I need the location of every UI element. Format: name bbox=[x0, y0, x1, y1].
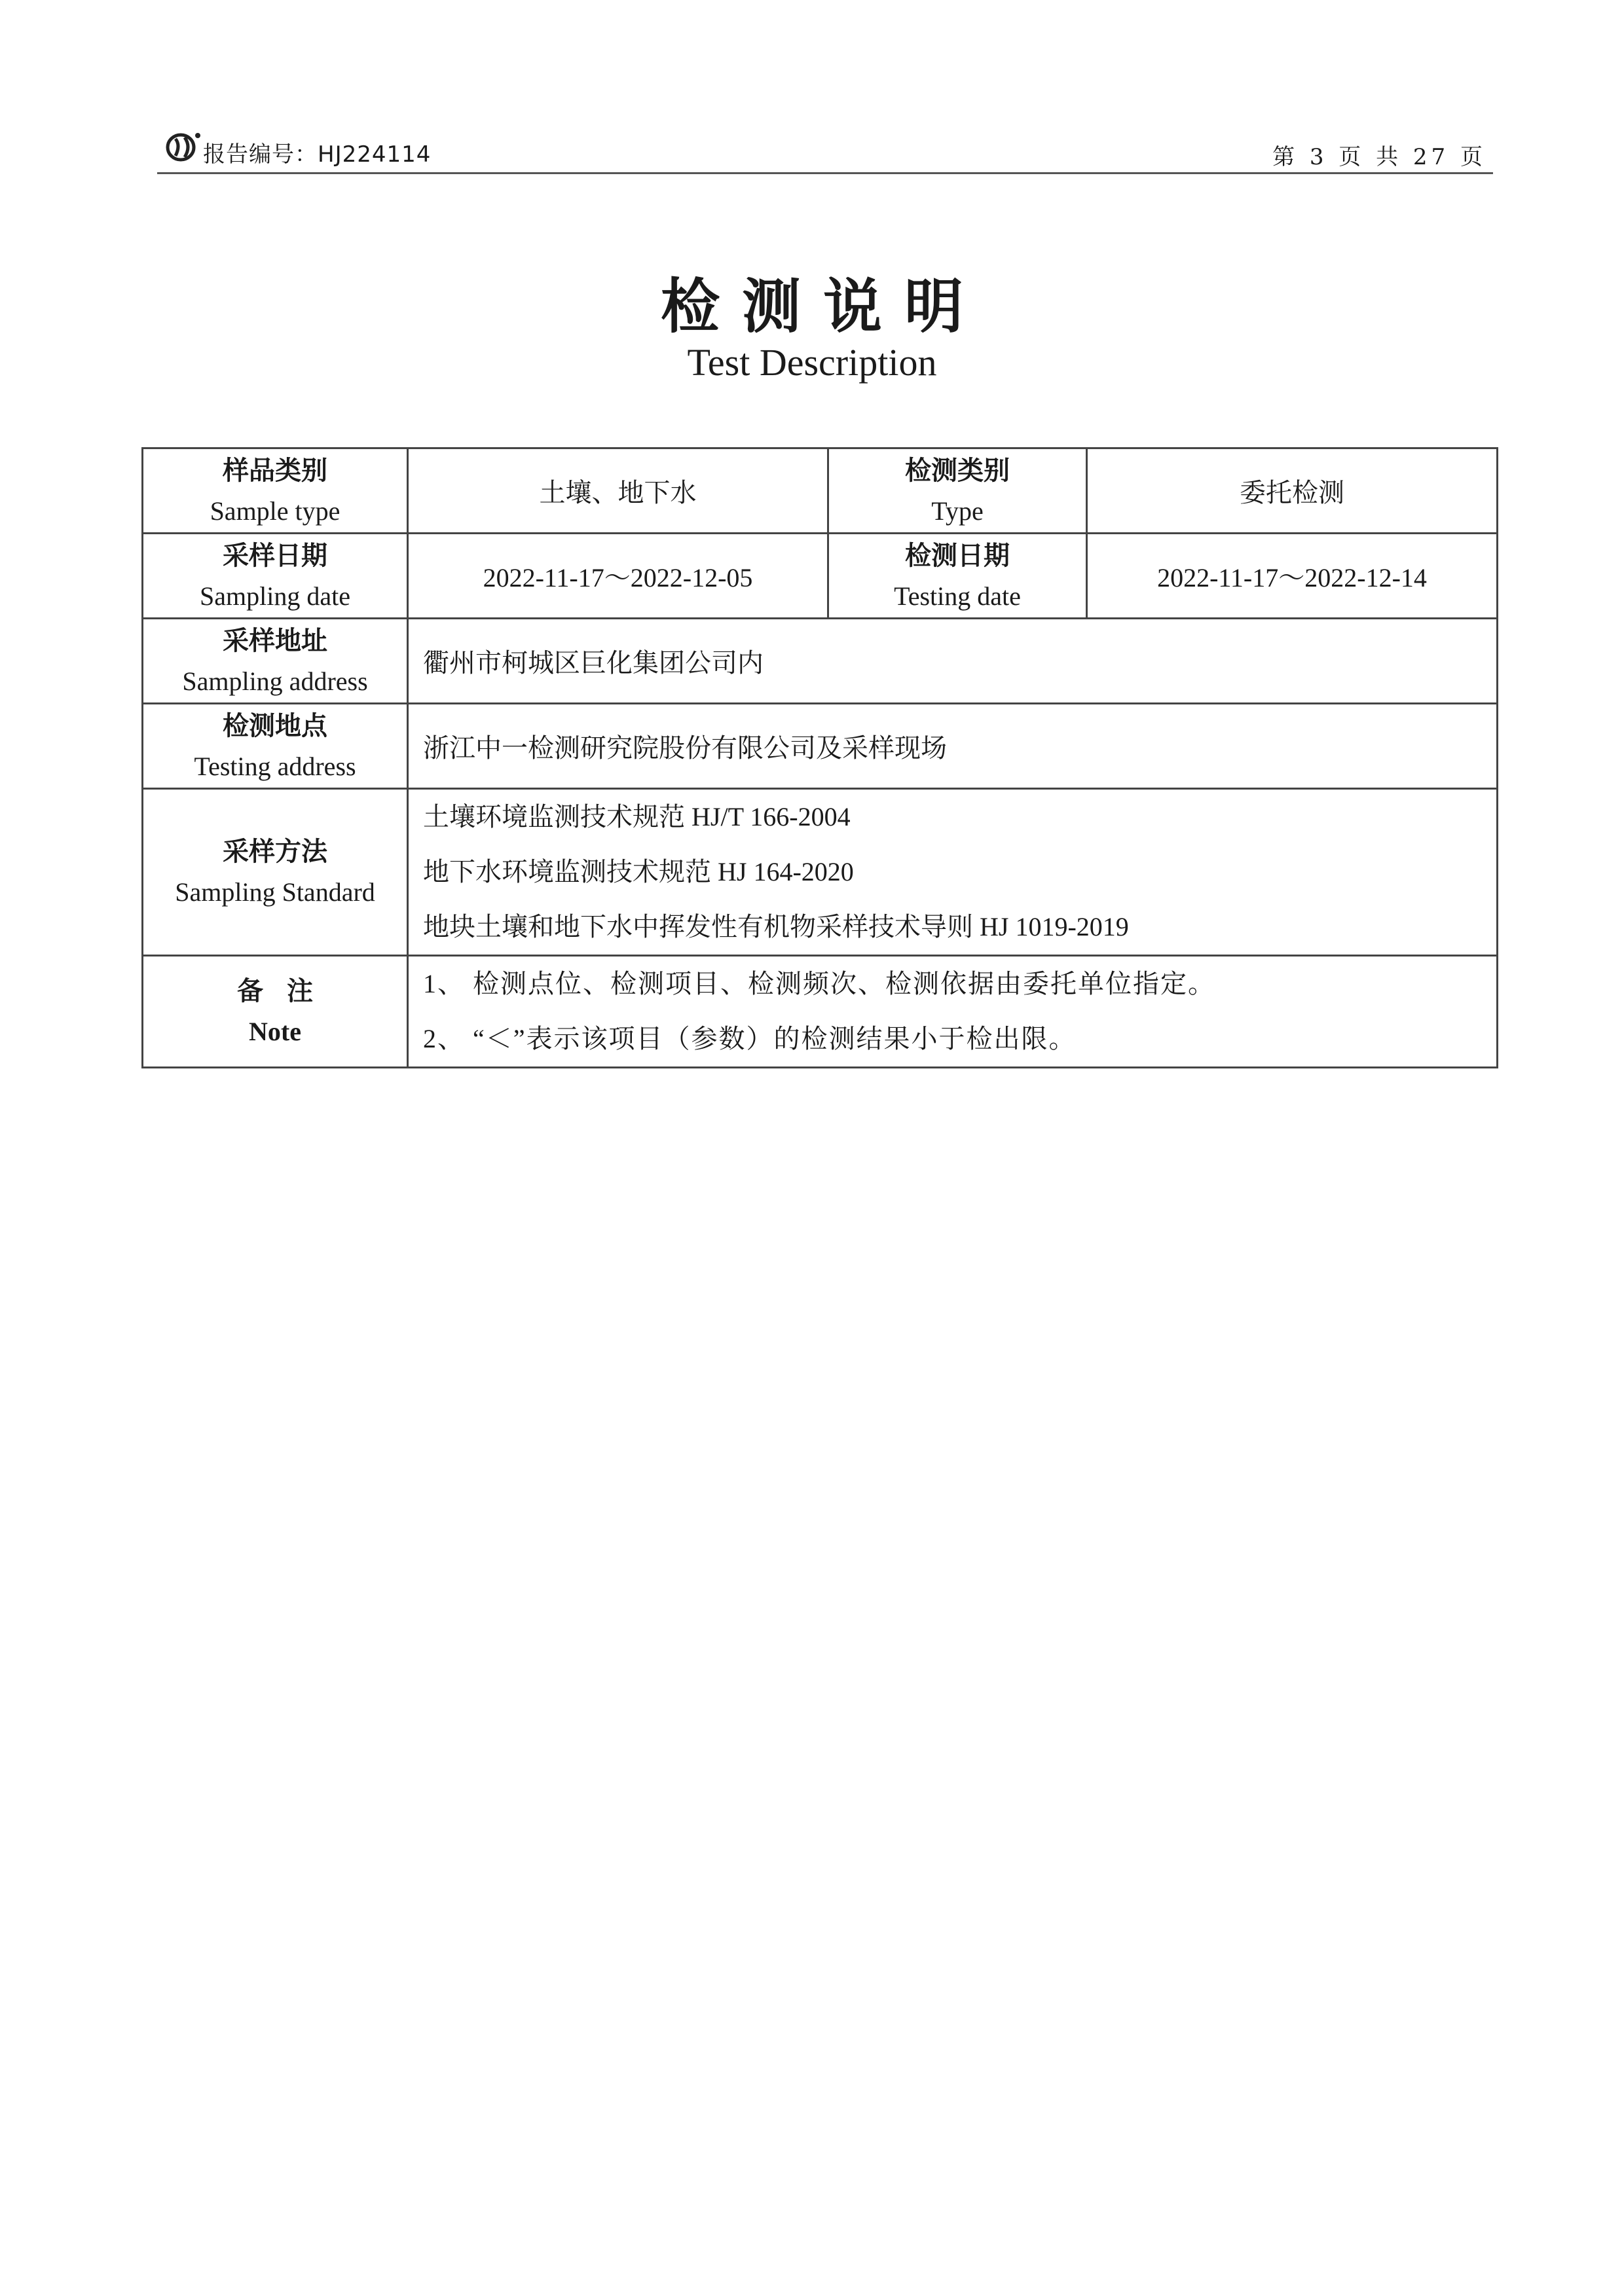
type-value: 委托检测 bbox=[1087, 448, 1498, 534]
standard-line: 土壤环境监测技术规范 HJ/T 166-2004 bbox=[423, 802, 851, 831]
page-header bbox=[157, 124, 1493, 177]
test-description-table bbox=[141, 447, 1498, 1068]
sampling-date-label: 采样日期 Sampling date bbox=[143, 534, 408, 619]
table-row bbox=[143, 619, 1498, 704]
type-label: 检测类别 Type bbox=[828, 448, 1087, 534]
standard-line: 地块土壤和地下水中挥发性有机物采样技术导则 HJ 1019-2019 bbox=[423, 912, 1129, 941]
testing-date-label: 检测日期 Testing date bbox=[828, 534, 1087, 619]
report-number: 报告编号：HJ224114 bbox=[203, 141, 432, 168]
standard-line: 地下水环境监测技术规范 HJ 164-2020 bbox=[423, 857, 854, 886]
table-row bbox=[143, 448, 1498, 534]
note-value bbox=[408, 956, 1498, 1068]
sample-type-label: 样品类别 Sample type bbox=[143, 448, 408, 534]
note-label: 备注 Note bbox=[143, 956, 408, 1068]
page-indicator: 第 3 页 共 27 页 bbox=[1272, 144, 1486, 170]
page-title: 检测说明 bbox=[661, 272, 986, 341]
page-subtitle: Test Description bbox=[687, 341, 937, 384]
sampling-address-label: 采样地址 Sampling address bbox=[143, 619, 408, 704]
note-line: 1、 检测点位、检测项目、检测频次、检测依据由委托单位指定。 bbox=[423, 969, 1215, 998]
sampling-standard-label: 采样方法 Sampling Standard bbox=[143, 789, 408, 956]
header-divider bbox=[157, 172, 1493, 174]
table-row bbox=[143, 789, 1498, 956]
note-line: 2、 “＜”表示该项目（参数）的检测结果小于检出限。 bbox=[423, 1024, 1077, 1053]
sampling-date-value: 2022-11-17～2022-12-05 bbox=[408, 534, 828, 619]
sample-type-value: 土壤、地下水 bbox=[408, 448, 828, 534]
table-row bbox=[143, 534, 1498, 619]
testing-address-value: 浙江中一检测研究院股份有限公司及采样现场 bbox=[408, 704, 1498, 789]
sampling-address-value: 衢州市柯城区巨化集团公司内 bbox=[408, 619, 1498, 704]
testing-address-label: 检测地点 Testing address bbox=[143, 704, 408, 789]
table-row bbox=[143, 956, 1498, 1068]
company-logo-icon bbox=[165, 130, 204, 162]
sampling-standard-value bbox=[408, 789, 1498, 956]
testing-date-value: 2022-11-17～2022-12-14 bbox=[1087, 534, 1498, 619]
table-row bbox=[143, 704, 1498, 789]
